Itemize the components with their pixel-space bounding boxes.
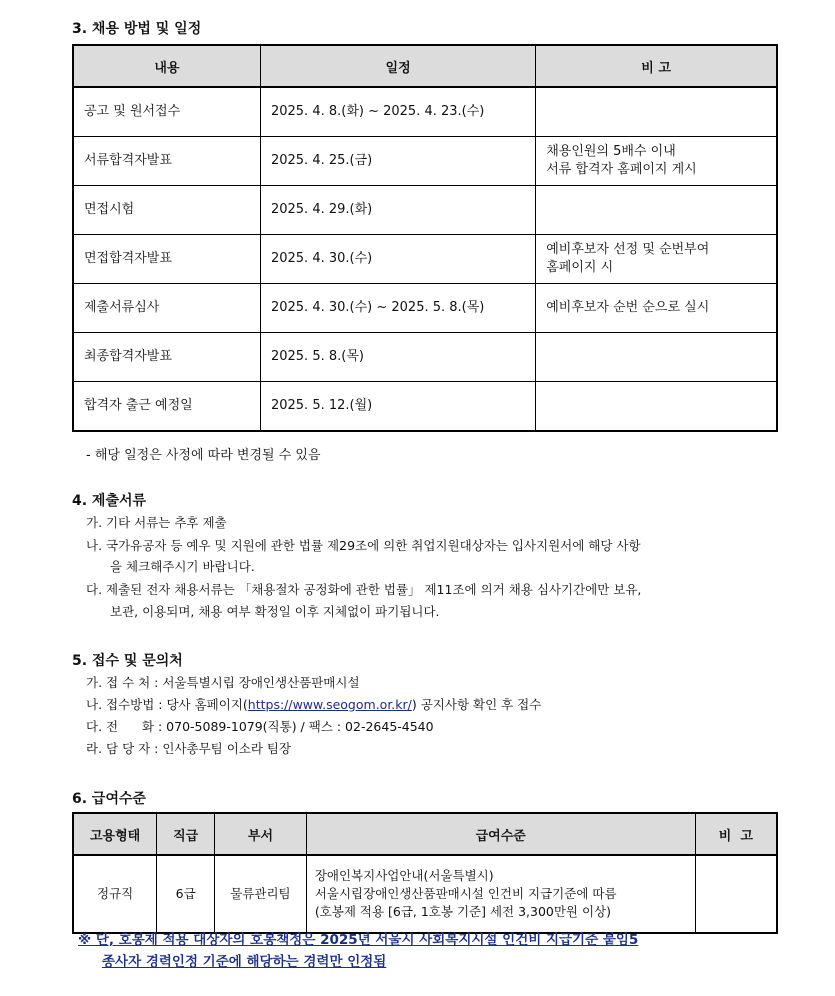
section-5-item-b-suffix: ) 공지사항 확인 후 접수 [411,697,542,712]
department: 물류관리팀 [215,855,307,933]
section-5-item-a: 가. 접 수 처 : 서울특별시립 장애인생산품판매시설 [86,675,360,690]
salary-table [72,812,778,934]
row-content: 면접합격자발표 [73,235,260,284]
homepage-link[interactable]: https://www.seogom.or.kr/ [247,697,412,712]
section-5-item-b [86,696,541,714]
salary-footnote [78,930,778,973]
header-salary: 급여수준 [306,813,695,855]
header-schedule: 일정 [260,45,535,87]
section-4-item-b-line-1: 나. 국가유공자 등 예우 및 지원에 관한 법률 제29조에 의한 취업지원대상자는 입사지원서에 해당 사항 [86,538,641,553]
header-content: 내용 [73,45,260,87]
row-schedule: 2025. 4. 30.(수) [260,235,535,284]
section-3-title: 3. 채용 방법 및 일정 [72,21,202,37]
salary-line-2: 서울시립장애인생산품판매시설 인건비 지급기준에 따름 [314,885,617,901]
salary-line-3: (호봉제 적용 [6급, 1호봉 기준] 세전 3,300만원 이상) [314,904,611,920]
salary-header-row [73,813,777,855]
row-schedule: 2025. 4. 30.(수) ~ 2025. 5. 8.(목) [260,284,535,333]
table-row [73,382,777,432]
header-employment-type: 고용형태 [73,813,157,855]
table-row [73,333,777,382]
row-note-line-2: 서류 합격자 홈페이지 게시 [546,162,697,177]
grade: 6급 [157,855,215,933]
section-5-item-b-prefix: 나. 접수방법 : 당사 홈페이지( [86,697,248,712]
row-schedule: 2025. 5. 8.(목) [260,333,535,382]
row-note: 예비후보자 순번 순으로 실시 [536,284,777,333]
section-4-item-a: 가. 기타 서류는 추후 제출 [86,515,227,530]
section-4-item-c-line-2: 보관, 이용되며, 채용 여부 확정일 이후 지체없이 파기됩니다. [110,604,440,619]
row-note [536,382,777,432]
row-note [536,333,777,382]
footnote-line-2: 종사자 경력인정 기준에 해당하는 경력만 인정됨 [102,953,387,970]
header-grade: 직급 [157,813,215,855]
section-5-item-d: 라. 담 당 자 : 인사총무팀 이소라 팀장 [86,741,292,756]
section-5-item-c: 다. 전 화 : 070-5089-1079(직통) / 팩스 : 02-2645-4540 [86,719,434,734]
row-note [536,186,777,235]
section-5-title: 5. 접수 및 문의처 [72,653,183,669]
header-department: 부서 [215,813,307,855]
schedule-note: - 해당 일정은 사정에 따라 변경될 수 있음 [86,448,321,463]
schedule-table [72,44,778,432]
table-row [73,87,777,137]
row-content: 서류합격자발표 [73,137,260,186]
section-4-item-b-line-2: 을 체크해주시기 바랍니다. [110,559,255,574]
row-note-line-1: 예비후보자 선정 및 순번부여 [546,241,710,257]
table-row [73,235,777,284]
row-note-line-1: 채용인원의 5배수 이내 [546,143,676,159]
salary-level [306,855,695,933]
row-note [536,235,777,284]
salary-note [695,855,777,933]
row-content: 공고 및 원서접수 [73,87,260,137]
row-note-line-2: 홈페이지 시 [546,260,614,275]
schedule-header-row [73,45,777,87]
employment-type: 정규직 [73,855,157,933]
salary-line-1: 장애인복지사업안내(서울특별시) [314,867,494,883]
row-schedule: 2025. 5. 12.(월) [260,382,535,432]
row-schedule: 2025. 4. 29.(화) [260,186,535,235]
table-row [73,137,777,186]
table-row [73,855,777,933]
row-note [536,87,777,137]
row-schedule: 2025. 4. 8.(화) ~ 2025. 4. 23.(수) [260,87,535,137]
header-note: 비 고 [695,813,777,855]
row-note [536,137,777,186]
row-content: 제출서류심사 [73,284,260,333]
table-row [73,186,777,235]
section-4-item-c-line-1: 다. 제출된 전자 채용서류는 「채용절차 공정화에 관한 법률」 제11조에 의거 채용 심사기간에만 보유, [86,582,642,597]
row-content: 합격자 출근 예정일 [73,382,260,432]
section-6-title: 6. 급여수준 [72,791,147,807]
section-4-title: 4. 제출서류 [72,493,147,509]
row-content: 최종합격자발표 [73,333,260,382]
footnote-line-1: ※ 단, 호봉제 적용 대상자의 호봉책정은 2025년 서울시 사회복지시설 인건비 지급기준 붙임5 [78,932,639,948]
row-content: 면접시험 [73,186,260,235]
table-row [73,284,777,333]
header-note: 비 고 [536,45,777,87]
row-schedule: 2025. 4. 25.(금) [260,137,535,186]
